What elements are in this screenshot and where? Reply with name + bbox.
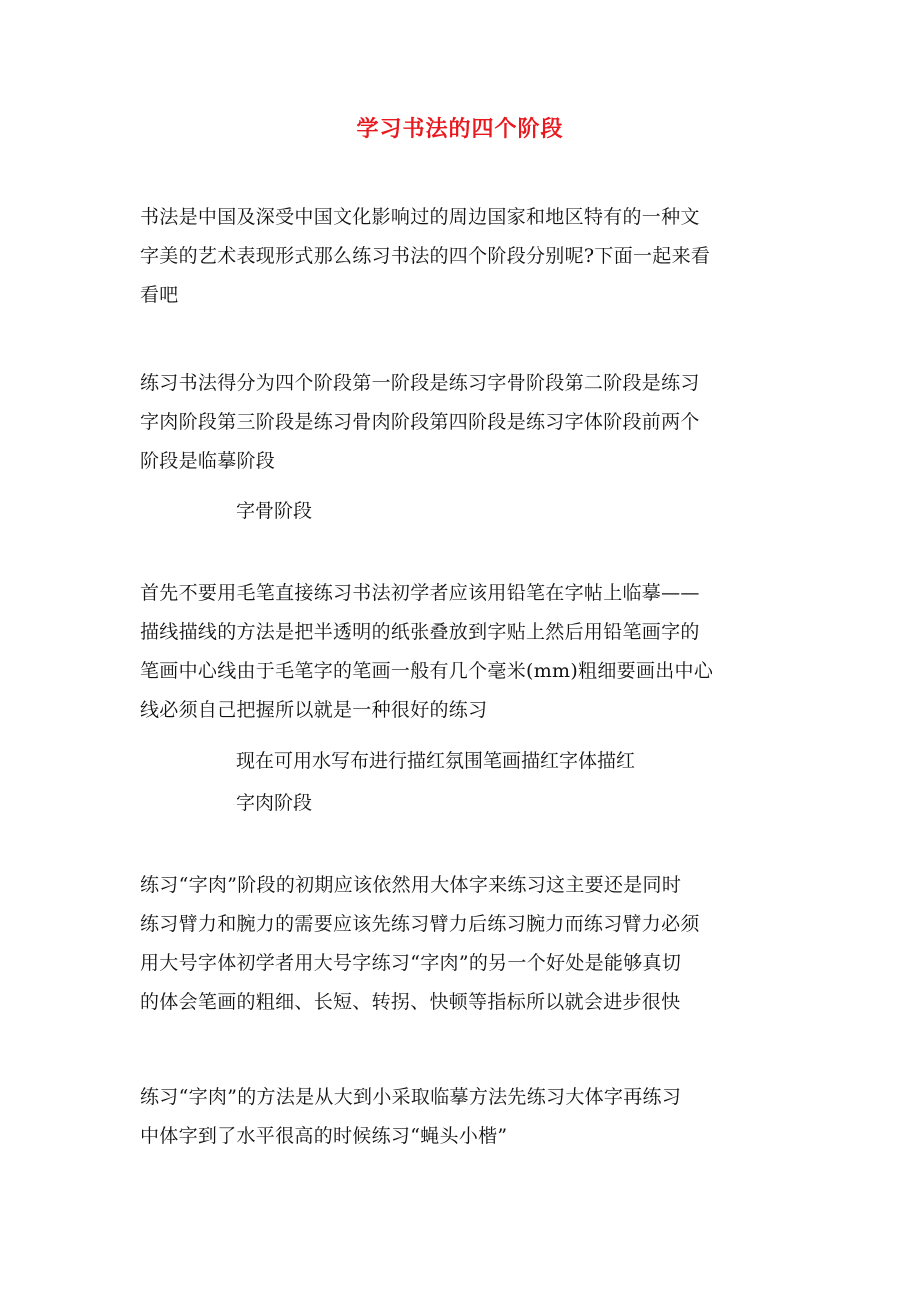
paragraph-line: 字美的艺术表现形式那么练习书法的四个阶段分别呢?下面一起来看 (140, 245, 711, 267)
paragraph-line: 的体会笔画的粗细、长短、转拐、快顿等指标所以就会进步很快 (140, 991, 681, 1013)
tracing-note: 现在可用水写布进行描红氛围笔画描红字体描红 (236, 750, 636, 772)
paragraph-line: 线必须自己把握所以就是一种很好的练习 (140, 699, 488, 721)
paragraph-line: 看吧 (140, 284, 179, 306)
paragraph-flesh-stage (140, 866, 780, 1022)
subheading-flesh-stage: 字肉阶段 (236, 792, 313, 814)
paragraph-line: 中体字到了水平很高的时候练习“蝇头小楷” (140, 1125, 508, 1147)
paragraph-line: 练习臂力和腕力的需要应该先练习臂力后练习腕力而练习臂力必须 (140, 913, 700, 935)
paragraph-line: 字肉阶段第三阶段是练习骨肉阶段第四阶段是练习字体阶段前两个 (140, 411, 700, 433)
paragraph-flesh-method (140, 1078, 780, 1156)
paragraph-line: 练习“字肉”阶段的初期应该依然用大体字来练习这主要还是同时 (140, 874, 682, 896)
paragraph-line: 练习书法得分为四个阶段第一阶段是练习字骨阶段第二阶段是练习 (140, 372, 700, 394)
paragraph-line: 练习“字肉”的方法是从大到小采取临摹方法先练习大体字再练习 (140, 1086, 682, 1108)
document-title: 学习书法的四个阶段 (356, 116, 564, 142)
paragraph-line: 书法是中国及深受中国文化影响过的周边国家和地区特有的一种文 (140, 206, 700, 228)
paragraph-line: 用大号字体初学者用大号字练习“字肉”的另一个好处是能够真切 (140, 952, 682, 974)
paragraph-stages-overview (140, 364, 780, 481)
paragraph-intro (140, 198, 780, 315)
paragraph-line: 首先不要用毛笔直接练习书法初学者应该用铅笔在字帖上临摹—— (140, 582, 700, 604)
subheading-bone-stage: 字骨阶段 (236, 500, 313, 522)
paragraph-line: 笔画中心线由于毛笔字的笔画一般有几个毫米(mm)粗细要画出中心 (140, 660, 714, 682)
paragraph-tracing (140, 574, 780, 730)
paragraph-line: 阶段是临摹阶段 (140, 450, 276, 472)
paragraph-line: 描线描线的方法是把半透明的纸张叠放到字贴上然后用铅笔画字的 (140, 621, 700, 643)
